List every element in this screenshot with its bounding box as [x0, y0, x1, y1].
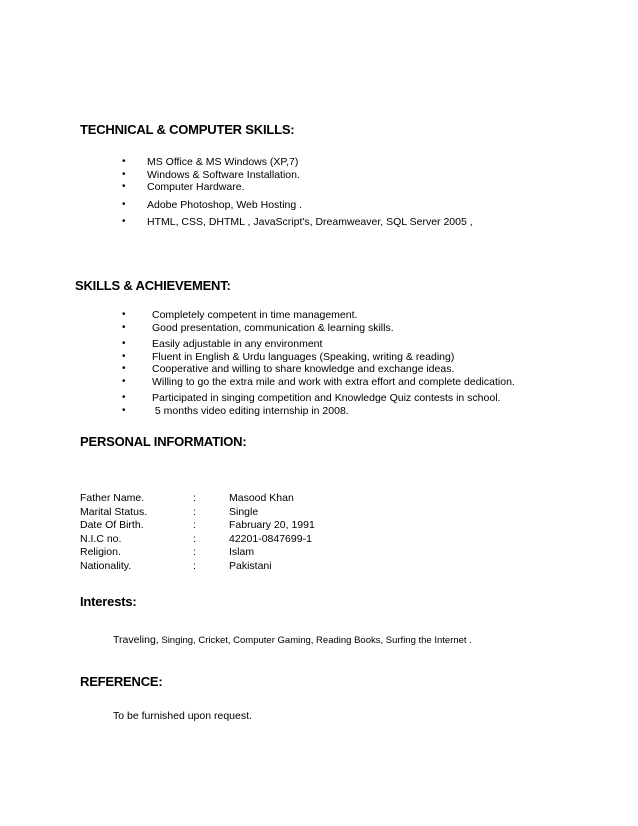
technical-skills-heading: TECHNICAL & COMPUTER SKILLS: — [80, 122, 295, 137]
list-item: • Windows & Software Installation. — [122, 168, 300, 181]
reference-text: To be furnished upon request. — [113, 710, 252, 722]
table-row: Marital Status. : Single — [80, 505, 259, 518]
bullet-icon: • — [122, 350, 126, 362]
technical-skills-list — [122, 156, 473, 229]
table-row: Religion. : Islam — [80, 546, 255, 558]
table-row: Date Of Birth. : Fabruary 20, 1991 — [80, 519, 315, 531]
bullet-icon: • — [122, 181, 126, 192]
list-item: • Easily adjustable in any environment — [122, 338, 323, 350]
bullet-icon: • — [122, 392, 126, 403]
bullet-icon: • — [122, 168, 126, 180]
personal-information-heading: PERSONAL INFORMATION: — [80, 434, 247, 449]
bullet-icon: • — [122, 363, 126, 374]
personal-information-table — [80, 492, 315, 573]
table-row: N.I.C no. : 42201-0847699-1 — [80, 532, 312, 545]
bullet-icon: • — [122, 309, 126, 320]
interests-heading: Interests: — [80, 594, 137, 609]
skills-achievement-list — [122, 309, 515, 417]
list-item: • Good presentation, communication & learning skills. — [122, 321, 394, 334]
bullet-icon: • — [122, 321, 126, 333]
bullet-icon: • — [122, 404, 126, 416]
bullet-icon: • — [122, 338, 126, 349]
list-item: • Fluent in English & Urdu languages (Speaking, writing & reading) — [122, 350, 455, 363]
bullet-icon: • — [122, 375, 126, 387]
list-item: • Willing to go the extra mile and work with extra effort and complete dedication. — [122, 375, 515, 388]
list-item: • Cooperative and willing to share knowledge and exchange ideas. — [122, 363, 455, 375]
bullet-icon: • — [122, 156, 126, 167]
list-item: • MS Office & MS Windows (XP,7) — [122, 156, 299, 168]
table-row: Father Name. : Masood Khan — [80, 492, 294, 504]
bullet-icon: • — [122, 216, 126, 227]
list-item: • Computer Hardware. — [122, 181, 245, 193]
list-item: • Participated in singing competition and Knowledge Quiz contests in school. — [122, 392, 501, 404]
reference-heading: REFERENCE: — [80, 674, 163, 689]
interests-text: Traveling, Singing, Cricket, Computer Gaming, Reading Books, Surfing the Internet . — [113, 634, 472, 646]
list-item: • Completely competent in time management. — [122, 309, 358, 321]
list-item: • 5 months video editing internship in 2008. — [122, 404, 349, 417]
list-item: • HTML, CSS, DHTML , JavaScript's, Dreamweaver, SQL Server 2005 , — [122, 216, 473, 228]
bullet-icon: • — [122, 198, 126, 210]
skills-achievement-heading: SKILLS & ACHIEVEMENT: — [75, 278, 231, 293]
table-row: Nationality. : Pakistani — [80, 559, 272, 572]
list-item: • Adobe Photoshop, Web Hosting . — [122, 198, 303, 211]
